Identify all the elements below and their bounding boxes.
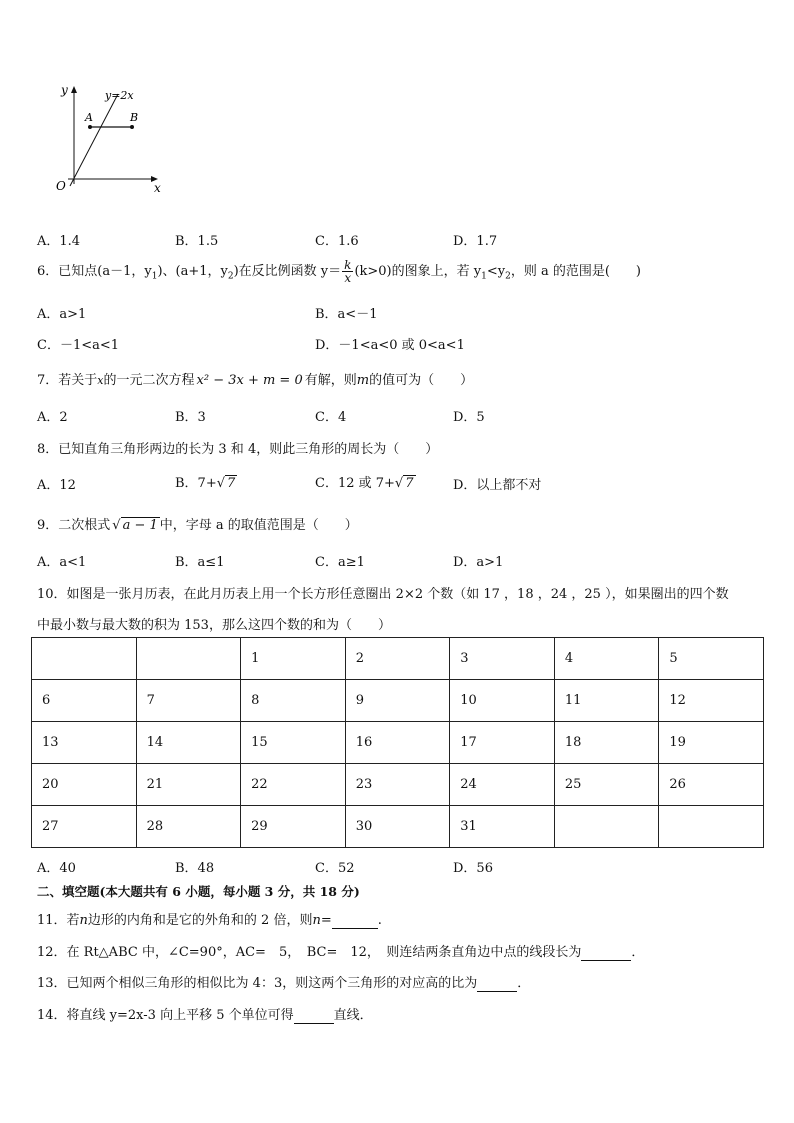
table-row — [32, 638, 764, 680]
calendar-cell: 7 — [136, 680, 241, 722]
table-row — [32, 806, 764, 848]
calendar-cell: 14 — [136, 722, 241, 764]
q14-stem — [37, 1004, 373, 1024]
q8-option-b-text: B．7+ — [175, 476, 217, 491]
q12-text-end: ． — [631, 945, 645, 960]
origin-label: O — [56, 179, 66, 193]
calendar-cell — [136, 638, 241, 680]
q8-option-b-radicand: 7 — [227, 476, 236, 491]
q11-var-n2: n — [312, 913, 321, 928]
q7-var-m: m — [356, 373, 370, 388]
q11-text-end: . — [377, 913, 382, 928]
q6-sub-4: 2 — [505, 271, 511, 282]
q12-answer-blank[interactable] — [581, 945, 631, 961]
calendar-cell: 25 — [554, 764, 659, 806]
q8-stem: 8．已知直角三角形两边的长为 3 和 4，则此三角形的周长为（ ） — [37, 442, 439, 457]
y-axis-label: y — [61, 83, 68, 97]
q6-stem — [37, 258, 641, 291]
q9-option-c: C．a≥1 — [315, 555, 365, 570]
calendar-cell: 31 — [450, 806, 555, 848]
q14-answer-blank[interactable] — [294, 1008, 334, 1024]
q10-option-a: A．40 — [37, 861, 76, 876]
q9-option-d: D．a>1 — [453, 555, 504, 570]
q11-text-2: 边形的内角和是它的外角和的 2 倍，则 — [87, 913, 313, 928]
calendar-cell: 10 — [450, 680, 555, 722]
q9-text-1: 9．二次根式 — [37, 518, 111, 533]
calendar-cell — [659, 806, 764, 848]
q7-text-1: 7．若关于 — [37, 373, 98, 388]
calendar-cell: 13 — [32, 722, 137, 764]
radical-sign: √ — [394, 476, 404, 491]
calendar-cell: 15 — [241, 722, 346, 764]
q6-sub-1: 1 — [151, 271, 158, 282]
q13-answer-blank[interactable] — [477, 976, 517, 992]
q9-text-2: 中，字母 a 的取值范围是（ ） — [159, 518, 358, 533]
calendar-cell: 4 — [554, 638, 659, 680]
q12-stem — [37, 941, 644, 961]
q6-option-d: D．－1<a<0 或 0<a<1 — [315, 338, 465, 353]
point-b — [130, 125, 134, 129]
q8-option-c — [315, 472, 416, 491]
calendar-cell: 16 — [345, 722, 450, 764]
q9-option-b: B．a≤1 — [175, 555, 225, 570]
q11-text-3: = — [320, 913, 332, 928]
q7-option-b: B．3 — [175, 410, 206, 425]
calendar-cell: 21 — [136, 764, 241, 806]
calendar-table — [31, 637, 764, 848]
q11-var-n: n — [79, 913, 88, 928]
q13-text: 13．已知两个相似三角形的相似比为 4：3，则这两个三角形的对应高的比为 — [37, 976, 478, 991]
table-row — [32, 764, 764, 806]
calendar-cell — [554, 806, 659, 848]
q7-text-3: 有解，则 — [304, 373, 357, 388]
q7-equation: x² − 3x + m = 0 — [196, 373, 303, 388]
radical-sign: √ — [112, 518, 121, 533]
calendar-cell: 18 — [554, 722, 659, 764]
q6-frac-den: x — [344, 271, 352, 285]
q10-option-c: C．52 — [315, 861, 355, 876]
q8-option-a: A．12 — [37, 478, 76, 493]
q14-text-2: 直线． — [333, 1008, 373, 1023]
calendar-cell: 29 — [241, 806, 346, 848]
q6-text-4: (k>0)的图象上，若 y — [354, 264, 482, 279]
calendar-cell — [32, 638, 137, 680]
table-row — [32, 680, 764, 722]
calendar-cell: 8 — [241, 680, 346, 722]
q7-option-a: A．2 — [37, 410, 68, 425]
q7-var-x: x — [97, 374, 104, 387]
calendar-cell: 17 — [450, 722, 555, 764]
calendar-cell: 19 — [659, 722, 764, 764]
q10-stem-line-1: 10．如图是一张月历表，在此月历表上用一个长方形任意圈出 2×2 个数（如 17 ，18 ，24 ，25 ），如果圈出的四个数 — [37, 587, 729, 602]
line-y-2x — [70, 94, 118, 186]
coordinate-figure — [50, 82, 170, 197]
q7-stem — [37, 369, 473, 388]
calendar-cell: 3 — [450, 638, 555, 680]
q10-stem-line-2: 中最小数与最大数的积为 153，那么这四个数的和为（ ） — [37, 618, 391, 633]
q5-option-c: C．1.6 — [315, 234, 359, 249]
point-a — [88, 125, 92, 129]
q7-text-2: 的一元二次方程 — [103, 373, 195, 388]
line-label: y=2x — [105, 89, 134, 102]
q6-fraction — [342, 259, 353, 284]
calendar-cell: 23 — [345, 764, 450, 806]
q13-text-end: ． — [517, 976, 531, 991]
calendar-cell: 2 — [345, 638, 450, 680]
point-a-label: A — [85, 111, 93, 124]
q6-frac-num: k — [344, 258, 352, 272]
q5-option-d: D．1.7 — [453, 234, 498, 249]
q9-radicand: a − 1 — [122, 518, 158, 533]
q8-option-c-text: C．12 或 7+ — [315, 476, 395, 491]
q11-text-1: 11．若 — [37, 913, 80, 928]
q9-option-a: A．a<1 — [37, 555, 87, 570]
q6-text-3: )在反比例函数 y＝ — [233, 264, 342, 279]
q7-text-4: 的值可为（ ） — [369, 373, 474, 388]
q10-option-d: D．56 — [453, 861, 493, 876]
table-row — [32, 722, 764, 764]
calendar-cell: 9 — [345, 680, 450, 722]
point-b-label: B — [130, 111, 139, 124]
q6-text-6: ，则 a 的范围是( ) — [510, 264, 641, 279]
q11-answer-blank[interactable] — [332, 913, 378, 929]
x-axis-label: x — [154, 181, 161, 195]
q6-option-a: A．a>1 — [37, 307, 87, 322]
q13-stem — [37, 972, 530, 992]
calendar-cell: 24 — [450, 764, 555, 806]
calendar-cell: 1 — [241, 638, 346, 680]
y-axis-arrow — [71, 86, 77, 93]
calendar-cell: 11 — [554, 680, 659, 722]
calendar-cell: 6 — [32, 680, 137, 722]
radical-sign: √ — [216, 476, 226, 491]
q5-option-b: B．1.5 — [175, 234, 219, 249]
q6-text-1: 6．已知点(a－1，y — [37, 264, 152, 279]
calendar-cell: 27 — [32, 806, 137, 848]
q6-text-2: )、(a+1，y — [157, 264, 228, 279]
q6-option-c: C．－1<a<1 — [37, 338, 120, 353]
q5-option-a: A．1.4 — [37, 234, 81, 249]
calendar-cell: 12 — [659, 680, 764, 722]
q6-sub-2: 2 — [227, 271, 234, 282]
q7-option-c: C．4 — [315, 410, 347, 425]
section-2-title: 二、填空题(本大题共有 6 小题，每小题 3 分，共 18 分) — [37, 884, 360, 899]
q6-text-5: <y — [486, 264, 506, 279]
calendar-cell: 28 — [136, 806, 241, 848]
q6-option-b: B．a<－1 — [315, 307, 378, 322]
calendar-cell: 20 — [32, 764, 137, 806]
q9-stem — [37, 514, 358, 533]
q11-stem — [37, 909, 382, 929]
q14-text-1: 14．将直线 y=2x-3 向上平移 5 个单位可得 — [37, 1008, 294, 1023]
q6-sub-3: 1 — [481, 271, 487, 282]
q12-text: 12．在 Rt△ABC 中，∠C=90°，AC= 5， BC= 12， 则连结两条直角边中点的线段长为 — [37, 945, 582, 960]
q10-option-b: B．48 — [175, 861, 215, 876]
q8-option-c-radicand: 7 — [405, 476, 414, 491]
calendar-cell: 30 — [345, 806, 450, 848]
calendar-cell: 22 — [241, 764, 346, 806]
q7-option-d: D．5 — [453, 410, 485, 425]
q8-option-d: D．以上都不对 — [453, 478, 542, 493]
q8-option-b — [175, 472, 237, 491]
calendar-cell: 26 — [659, 764, 764, 806]
calendar-cell: 5 — [659, 638, 764, 680]
